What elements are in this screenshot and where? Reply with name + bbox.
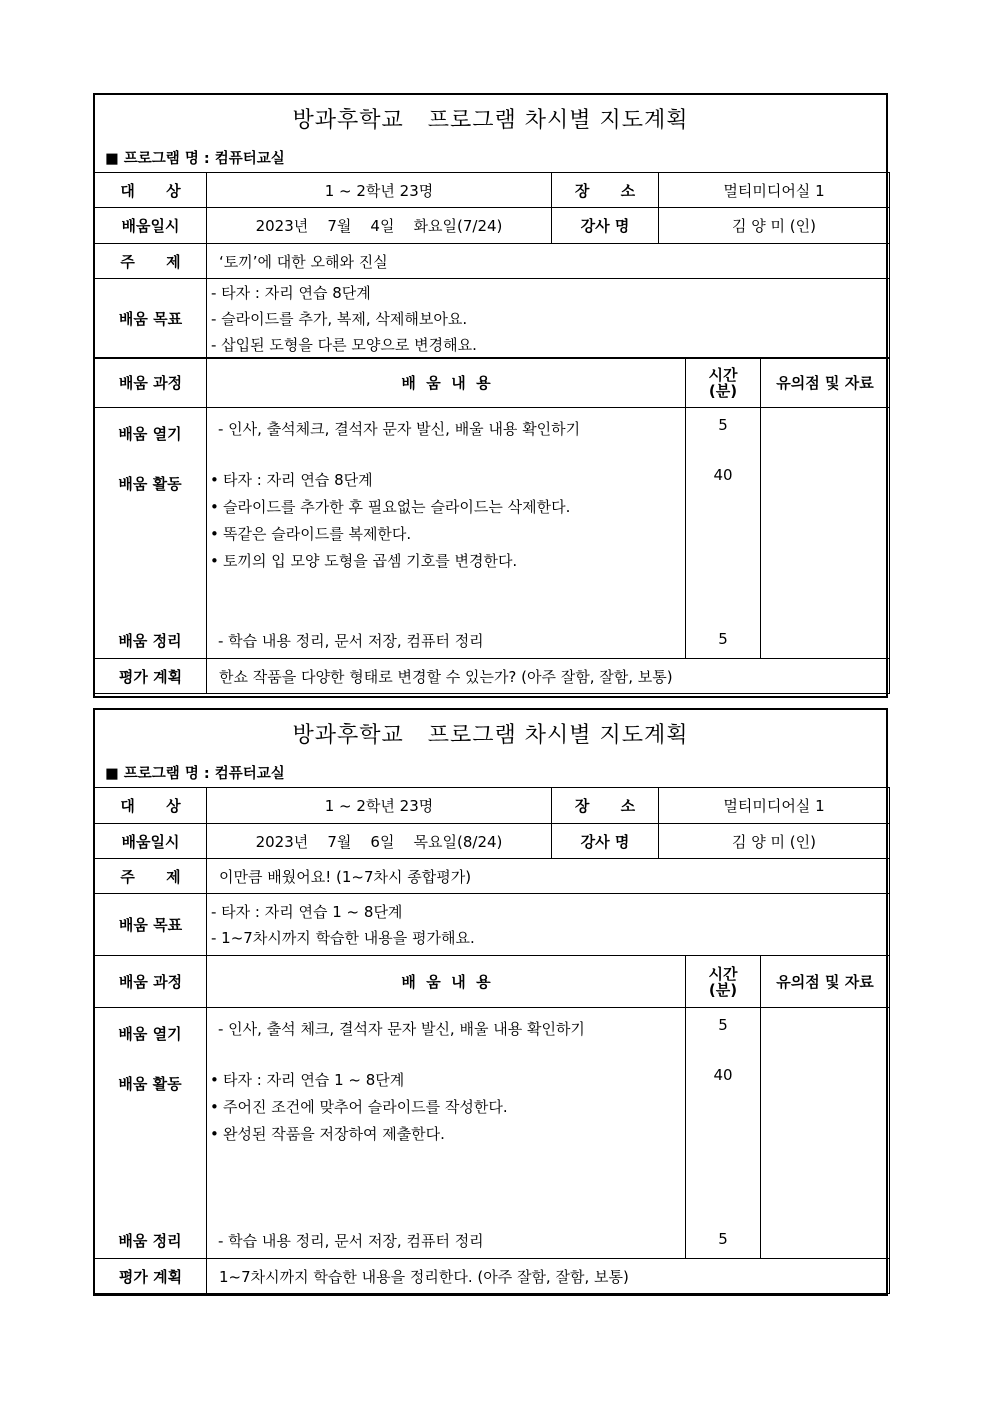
process-header: 배움 과정 [95,358,207,408]
close-label: 배움 정리 [118,632,182,650]
activity-item: • 완성된 작품을 저장하여 제출한다. [210,1121,508,1148]
lesson-plan-2 [93,708,888,1296]
notes-header: 유의점 및 자료 [761,956,890,1008]
open-time: 5 [718,1016,728,1034]
bullet-icon: • [210,552,219,570]
bullet-icon: • [210,1125,219,1143]
bullet-icon: • [210,1098,219,1116]
topic-label: 주 제 [95,244,207,279]
goal-item: - 삽입된 도형을 다른 모양으로 변경해요. [211,335,477,354]
close-label: 배움 정리 [118,1232,182,1250]
eval-label: 평가 계획 [95,1259,207,1294]
activity-time: 40 [713,466,733,484]
close-time: 5 [718,1230,728,1248]
notes-cell [761,1008,890,1259]
date-value: 2023년 7월 4일 화요일(7/24) [207,208,552,244]
time-header: 시간 (분) [686,358,761,408]
bullet-icon: • [210,1071,219,1089]
goal-item: - 1~7차시까지 학습한 내용을 평가해요. [211,928,475,947]
open-text: - 인사, 출석체크, 결석자 문자 발신, 배울 내용 확인하기 [218,420,581,438]
close-text: - 학습 내용 정리, 문서 저장, 컴퓨터 정리 [218,632,484,650]
activity-list [210,467,570,575]
lesson-plan-1 [93,93,888,698]
target-label: 대 상 [95,173,207,208]
bullet-icon: • [210,471,219,489]
target-value: 1 ~ 2학년 23명 [207,788,552,824]
eval-label: 평가 계획 [95,659,207,694]
notes-cell [761,408,890,659]
open-label: 배움 열기 [118,1025,182,1043]
place-label: 장 소 [552,173,659,208]
date-label: 배움일시 [95,208,207,244]
teacher-value: 김 양 미 (인) [659,208,890,244]
plan-title: 방과후학교 프로그램 차시별 지도계획 [292,108,689,133]
close-text: - 학습 내용 정리, 문서 저장, 컴퓨터 정리 [218,1232,484,1250]
open-text: - 인사, 출석 체크, 결석자 문자 발신, 배울 내용 확인하기 [218,1020,585,1038]
place-value: 멀티미디어실 1 [659,173,890,208]
topic-value: ‘토끼’에 대한 오해와 진실 [207,244,890,279]
teacher-value: 김 양 미 (인) [659,824,890,859]
plan-table [94,787,890,956]
process-stages [95,408,207,659]
activity-item: • 타자 : 자리 연습 8단계 [210,467,570,494]
place-value: 멀티미디어실 1 [659,788,890,824]
goal-label: 배움 목표 [95,279,207,359]
topic-value: 이만큼 배웠어요! (1~7차시 종합평가) [207,859,890,894]
goal-list [207,279,890,359]
activity-item: • 슬라이드를 추가한 후 필요없는 슬라이드는 삭제한다. [210,494,570,521]
open-label: 배움 열기 [118,425,182,443]
close-time: 5 [718,630,728,648]
date-label: 배움일시 [95,824,207,859]
goal-item: - 슬라이드를 추가, 복제, 삭제해보아요. [211,309,468,328]
date-value: 2023년 7월 6일 목요일(8/24) [207,824,552,859]
eval-value: 한쇼 작품을 다양한 형태로 변경할 수 있는가? (아주 잘함, 잘함, 보통) [207,659,890,694]
goal-list [207,894,890,956]
plan-title: 방과후학교 프로그램 차시별 지도계획 [292,723,689,748]
activity-item: • 주어진 조건에 맞추어 슬라이드를 작성한다. [210,1094,508,1121]
teacher-label: 강사 명 [552,824,659,859]
teacher-label: 강사 명 [552,208,659,244]
content-header: 배 움 내 용 [207,956,686,1008]
time-header: 시간 (분) [686,956,761,1008]
activity-item: • 토끼의 입 모양 도형을 곱셈 기호를 변경한다. [210,548,570,575]
process-header: 배움 과정 [95,956,207,1008]
activity-label: 배움 활동 [118,475,182,493]
eval-value: 1~7차시까지 학습한 내용을 정리한다. (아주 잘함, 잘함, 보통) [207,1259,890,1294]
program-name: ■ 프로그램 명 : 컴퓨터교실 [105,151,285,167]
process-contents [207,408,686,659]
plan-table [94,172,890,359]
program-name: ■ 프로그램 명 : 컴퓨터교실 [105,766,285,782]
activity-label: 배움 활동 [118,1075,182,1093]
process-table [94,357,890,694]
notes-header: 유의점 및 자료 [761,358,890,408]
open-time: 5 [718,416,728,434]
process-times [686,1008,761,1259]
activity-list [210,1067,508,1148]
process-table [94,955,890,1294]
process-stages [95,1008,207,1259]
activity-item: • 똑같은 슬라이드를 복제한다. [210,521,570,548]
content-header: 배 움 내 용 [207,358,686,408]
process-times [686,408,761,659]
activity-time: 40 [713,1066,733,1084]
goal-label: 배움 목표 [95,894,207,956]
activity-item: • 타자 : 자리 연습 1 ~ 8단계 [210,1067,508,1094]
bullet-icon: • [210,525,219,543]
place-label: 장 소 [552,788,659,824]
target-label: 대 상 [95,788,207,824]
target-value: 1 ~ 2학년 23명 [207,173,552,208]
bullet-icon: • [210,498,219,516]
topic-label: 주 제 [95,859,207,894]
process-contents [207,1008,686,1259]
goal-item: - 타자 : 자리 연습 8단계 [211,283,371,302]
goal-item: - 타자 : 자리 연습 1 ~ 8단계 [211,902,403,921]
